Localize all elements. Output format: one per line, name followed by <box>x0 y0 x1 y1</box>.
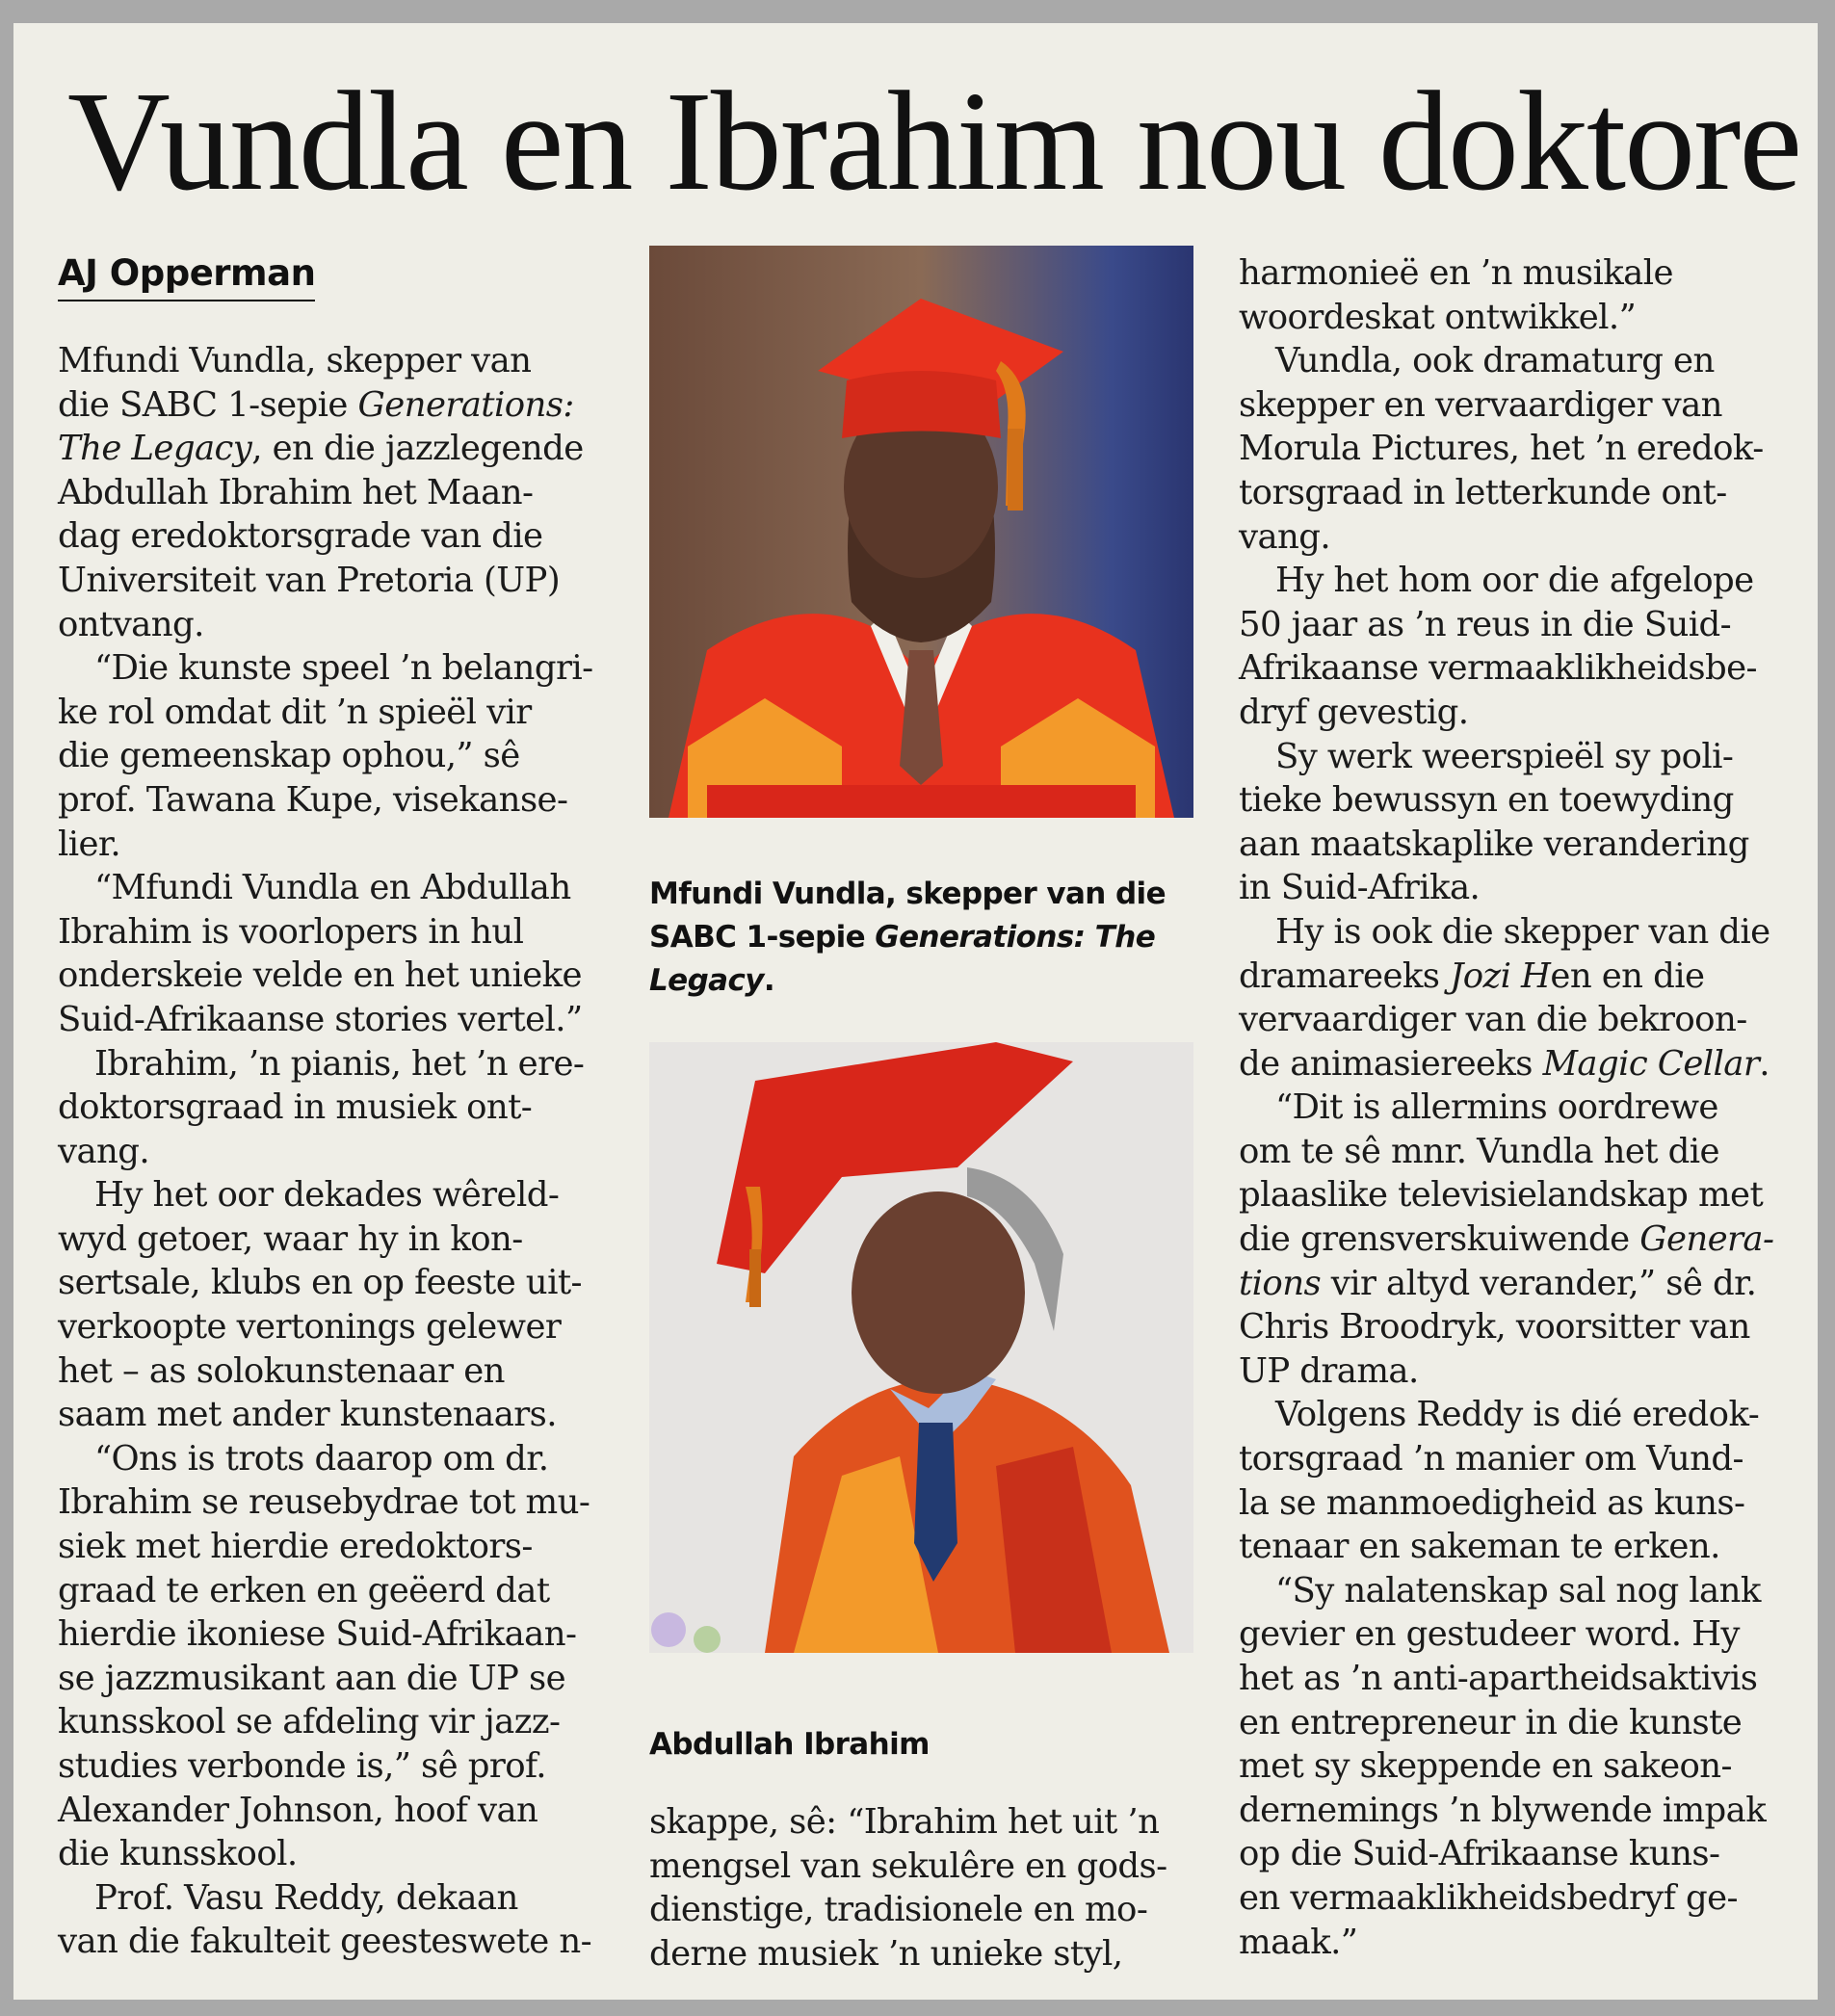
text: SABC 1-sepie <box>649 920 876 955</box>
caption-line <box>649 1723 1227 1767</box>
photo-abdullah-ibrahim <box>649 1042 1193 1653</box>
text-line <box>58 910 636 955</box>
text-line <box>58 734 636 778</box>
text: , en die jazzlegende <box>251 429 584 469</box>
newspaper-page <box>13 23 1818 2000</box>
text-line <box>58 1480 636 1525</box>
text-line <box>58 1042 636 1087</box>
text: Vundla, ook dramaturg en <box>1275 341 1715 381</box>
text: Abdullah Ibrahim <box>649 1727 930 1762</box>
text: die gemeenskap ophou,” sê <box>58 736 520 776</box>
text: vang. <box>1239 516 1331 557</box>
text-line <box>58 1437 636 1481</box>
text-line <box>1239 1305 1817 1349</box>
text-line <box>58 778 636 823</box>
text: die grensverskuiwende <box>1239 1219 1640 1260</box>
text: vang. <box>58 1131 150 1171</box>
text-line <box>58 514 636 559</box>
text: in Suid-Afrika. <box>1239 868 1481 908</box>
text-line <box>1239 735 1817 779</box>
text-line <box>1239 1262 1817 1306</box>
italic-text: The Legacy <box>58 429 252 469</box>
text: UP drama. <box>1239 1350 1419 1391</box>
text: het as ’n anti-apartheidsaktivis <box>1239 1659 1758 1698</box>
italic-text: Generations: The <box>875 920 1156 955</box>
text: torsgraad ’n manier om Vund- <box>1239 1439 1743 1479</box>
text: tieke bewussyn en toewyding <box>1239 780 1734 821</box>
text-line <box>1239 471 1817 515</box>
text-line <box>58 339 636 383</box>
text-line <box>1239 1437 1817 1481</box>
text-line <box>58 1217 636 1262</box>
text: Hy het oor dekades wêreld- <box>94 1175 560 1216</box>
text-line <box>649 1845 1227 1889</box>
text: maak.” <box>1239 1922 1358 1962</box>
text: op die Suid-Afrikaanse kuns- <box>1239 1834 1720 1874</box>
text-line <box>649 1800 1227 1845</box>
text-line <box>1239 1789 1817 1833</box>
text: en vermaaklikheidsbedryf ge- <box>1239 1877 1738 1918</box>
text: derne musiek ’n unieke styl, <box>649 1933 1123 1974</box>
text: wyd getoer, waar hy in kon- <box>58 1218 523 1259</box>
text-line <box>1239 1481 1817 1526</box>
text-line <box>649 1888 1227 1932</box>
text-line <box>1239 559 1817 603</box>
photo-caption-ibrahim <box>649 1723 1227 1767</box>
text-line <box>1239 998 1817 1042</box>
text-line <box>58 1744 636 1789</box>
text: torsgraad in letterkunde ont- <box>1239 472 1727 512</box>
italic-text: Legacy <box>649 963 764 998</box>
text: Hy is ook die skepper van die <box>1275 911 1770 952</box>
photo-mfundi-vundla <box>649 246 1193 818</box>
text: dramareeks <box>1239 956 1451 996</box>
text: met sy skeppende en sakeon- <box>1239 1746 1732 1787</box>
text-line <box>58 1525 636 1569</box>
text-line <box>1239 1086 1817 1130</box>
text: lier. <box>58 824 121 864</box>
headline: Vundla en Ibrahim nou doktore <box>67 63 1801 221</box>
text: saam met ander kunstenaars. <box>58 1395 557 1435</box>
text: verkoopte vertonings gelewer <box>58 1307 562 1348</box>
text: . <box>763 963 775 998</box>
portrait-ibrahim-image <box>649 1042 1193 1653</box>
text-line <box>1239 1042 1817 1087</box>
text-line <box>1239 296 1817 340</box>
text: en entrepreneur in die kunste <box>1239 1702 1743 1742</box>
text: Mfundi Vundla, skepper van <box>58 341 532 380</box>
text: Ibrahim is voorlopers in hul <box>58 911 524 952</box>
caption-line <box>649 873 1227 916</box>
text: prof. Tawana Kupe, visekanse- <box>58 779 568 820</box>
text-line <box>1239 1525 1817 1569</box>
text-line <box>1239 1701 1817 1745</box>
text-line <box>58 1130 636 1174</box>
text-line <box>58 559 636 603</box>
text: Alexander Johnson, hoof van <box>58 1790 538 1830</box>
text-line <box>58 1349 636 1394</box>
italic-text: Generations: <box>357 384 574 425</box>
text: kunsskool se afdeling vir jazz- <box>58 1702 561 1742</box>
text: skepper en vervaardiger van <box>1239 384 1722 425</box>
text: en en die <box>1550 956 1705 996</box>
text-line <box>58 1876 636 1921</box>
text-line <box>1239 1173 1817 1217</box>
text-line <box>58 1261 636 1305</box>
text: Hy het hom oor die afgelope <box>1275 561 1754 601</box>
text: sertsale, klubs en op feeste uit- <box>58 1263 582 1303</box>
text: Ibrahim, ’n pianis, het ’n ere- <box>94 1043 585 1084</box>
text-line <box>1239 691 1817 735</box>
article-column-1 <box>58 339 636 1964</box>
text: vervaardiger van die bekroon- <box>1239 1000 1747 1040</box>
text: aan maatskaplike verandering <box>1239 824 1749 864</box>
photo-caption-vundla <box>649 873 1227 1003</box>
text: “Dit is allermins oordrewe <box>1275 1087 1718 1128</box>
text-line <box>1239 1569 1817 1613</box>
text-line <box>58 1789 636 1833</box>
text-line <box>1239 866 1817 910</box>
text: die kunsskool. <box>58 1834 298 1874</box>
text: siek met hierdie eredoktors- <box>58 1527 533 1567</box>
text: la se manmoedigheid as kuns- <box>1239 1482 1745 1523</box>
text: plaaslike televisielandskap met <box>1239 1175 1764 1216</box>
text-line <box>58 1393 636 1437</box>
text: “Mfundi Vundla en Abdullah <box>94 868 571 908</box>
text-line <box>1239 778 1817 823</box>
text: studies verbonde is,” sê prof. <box>58 1746 546 1786</box>
caption-line <box>649 916 1227 959</box>
text: ontvang. <box>58 604 204 644</box>
text-line <box>58 646 636 691</box>
text-line <box>649 1932 1227 1977</box>
text: Afrikaanse vermaaklikheidsbe- <box>1239 648 1757 689</box>
text-line <box>1239 339 1817 383</box>
text-line <box>58 1700 636 1744</box>
text-line <box>58 1657 636 1701</box>
text: se jazzmusikant aan die UP se <box>58 1658 566 1698</box>
text: dryf gevestig. <box>1239 692 1469 732</box>
text-line <box>1239 1921 1817 1965</box>
text-line <box>58 1173 636 1217</box>
text: Suid-Afrikaanse stories vertel.” <box>58 999 583 1039</box>
text: dienstige, tradisionele en mo- <box>649 1890 1148 1930</box>
text: Abdullah Ibrahim het Maan- <box>58 472 534 512</box>
text: de animasiereeks <box>1239 1043 1543 1084</box>
text: Morula Pictures, het ’n eredok- <box>1239 429 1764 469</box>
text: ke rol omdat dit ’n spieël vir <box>58 692 532 732</box>
text: het – as solokunstenaar en <box>58 1350 505 1391</box>
text-line <box>1239 383 1817 428</box>
text: onderskeie velde en het unieke <box>58 956 582 996</box>
text-line <box>58 427 636 471</box>
text: dernemings ’n blywende impak <box>1239 1790 1767 1830</box>
text-line <box>1239 251 1817 296</box>
text: woordeskat ontwikkel.” <box>1239 297 1637 337</box>
text: Universiteit van Pretoria (UP) <box>58 560 561 600</box>
text-line <box>58 823 636 867</box>
text-line <box>1239 1349 1817 1394</box>
text-line <box>58 866 636 910</box>
text-line <box>58 1086 636 1130</box>
text-line <box>1239 427 1817 471</box>
text: dag eredoktorsgrade van die <box>58 516 543 557</box>
text: skappe, sê: “Ibrahim het uit ’n <box>649 1802 1160 1842</box>
text-line <box>1239 1876 1817 1921</box>
text-line <box>1239 515 1817 560</box>
text: . <box>1759 1043 1769 1084</box>
text: harmonieë en ’n musikale <box>1239 253 1673 293</box>
text: “Die kunste speel ’n belangri- <box>94 648 593 689</box>
text-line <box>58 1832 636 1876</box>
text: tenaar en sakeman te erken. <box>1239 1527 1720 1567</box>
text: Chris Broodryk, voorsitter van <box>1239 1307 1750 1348</box>
text: “Sy nalatenskap sal nog lank <box>1275 1570 1761 1610</box>
text: Ibrahim se reusebydrae tot mu- <box>58 1482 590 1523</box>
text-line <box>1239 1744 1817 1789</box>
text-line <box>1239 1217 1817 1262</box>
italic-text: Jozi H <box>1450 956 1551 996</box>
text: mengsel van sekulêre en gods- <box>649 1846 1167 1886</box>
text-line <box>1239 1130 1817 1174</box>
italic-text: Genera- <box>1639 1219 1774 1260</box>
text: doktorsgraad in musiek ont- <box>58 1087 533 1128</box>
text-line <box>1239 646 1817 691</box>
text: Prof. Vasu Reddy, dekaan <box>94 1877 518 1918</box>
text-line <box>1239 1832 1817 1876</box>
text-line <box>1239 1393 1817 1437</box>
text-line <box>58 1569 636 1613</box>
text-line <box>58 471 636 515</box>
text: gevier en gestudeer word. Hy <box>1239 1614 1740 1655</box>
article-column-3 <box>1239 251 1817 1964</box>
text: 50 jaar as ’n reus in die Suid- <box>1239 604 1732 644</box>
text-line <box>58 383 636 428</box>
text: om te sê mnr. Vundla het die <box>1239 1131 1719 1171</box>
text-line <box>1239 1612 1817 1657</box>
text: Sy werk weerspieël sy poli- <box>1275 736 1734 776</box>
byline: AJ Opperman <box>58 252 315 301</box>
text: van die fakulteit geesteswete n- <box>58 1922 592 1962</box>
text-line <box>1239 823 1817 867</box>
text: Volgens Reddy is dié eredok- <box>1275 1395 1760 1435</box>
text: “Ons is trots daarop om dr. <box>94 1438 549 1479</box>
text: graad te erken en geëerd dat <box>58 1570 550 1610</box>
text: vir altyd verander,” sê dr. <box>1321 1263 1757 1303</box>
italic-text: tions <box>1239 1263 1322 1303</box>
portrait-vundla-image <box>649 246 1193 818</box>
article-column-2 <box>649 1800 1227 1976</box>
text-line <box>1239 910 1817 955</box>
text-line <box>58 998 636 1042</box>
italic-text: Magic Cellar <box>1542 1043 1760 1084</box>
caption-line <box>649 959 1227 1003</box>
text-line <box>58 691 636 735</box>
text-line <box>58 1612 636 1657</box>
text: hierdie ikoniese Suid-Afrikaan- <box>58 1614 577 1655</box>
text-line <box>58 603 636 647</box>
text-line <box>58 954 636 998</box>
text-line <box>1239 1657 1817 1701</box>
text-line <box>1239 955 1817 999</box>
text-line <box>58 1305 636 1349</box>
text: Mfundi Vundla, skepper van die <box>649 877 1166 911</box>
text-line <box>1239 603 1817 647</box>
text: die SABC 1-sepie <box>58 384 358 425</box>
text-line <box>58 1920 636 1964</box>
